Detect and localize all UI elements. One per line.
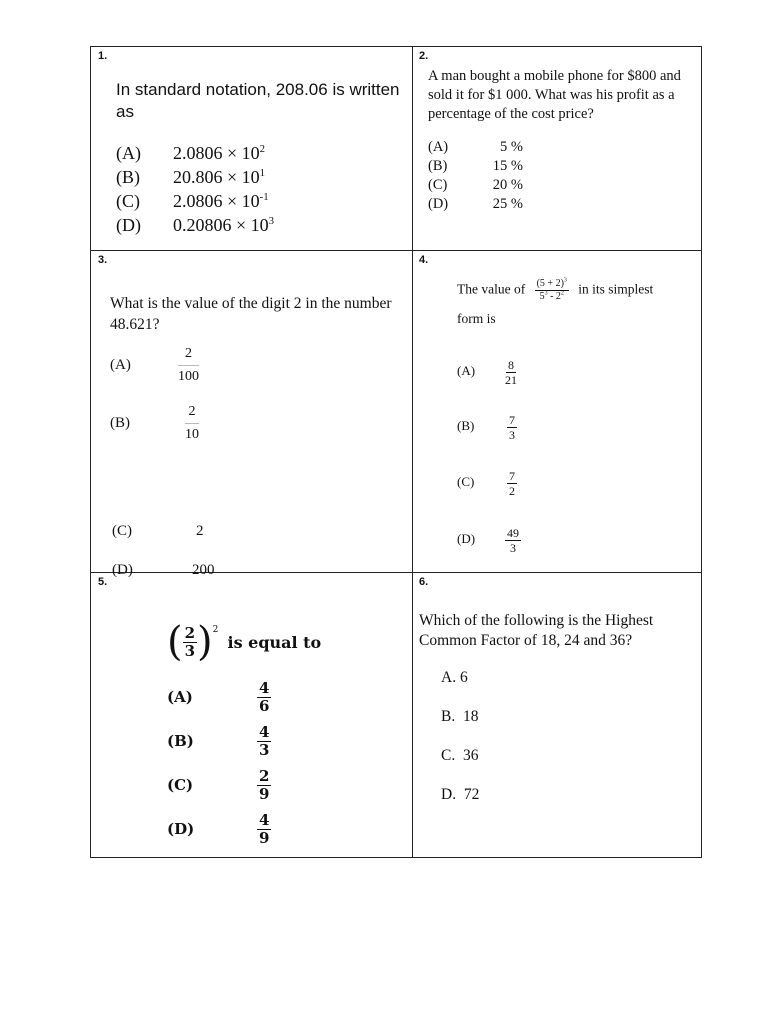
option-c: (C) 20 %: [428, 177, 523, 193]
fraction: $\frac{4}{9}$: [259, 811, 270, 847]
question-number: 6.: [419, 576, 429, 588]
question-stem-line2: form is: [457, 311, 496, 326]
option-a: A. 6: [441, 669, 468, 686]
option-b: (B) 15 %: [428, 158, 523, 174]
fraction: $\frac{7}{2}$: [509, 469, 515, 498]
question-number: 3.: [98, 254, 108, 266]
question-6-cell: [413, 573, 701, 857]
question-4-cell: [413, 251, 701, 572]
option-b: (B) $\frac{2}{10}$: [110, 404, 199, 442]
option-d: (D) 200: [112, 562, 215, 578]
question-number: 1.: [98, 50, 108, 62]
question-1-cell: [91, 47, 412, 250]
fraction: $\frac{4}{3}$: [259, 723, 270, 759]
expression-fraction: $\frac{(5 + 2)^3}{5^3 - 2^2}$: [536, 277, 567, 302]
option-a: (A) 5 %: [428, 139, 523, 155]
question-number: 4.: [419, 254, 429, 266]
option-c: (C) $\frac{7}{2}$: [457, 469, 515, 498]
question-5-cell: [91, 573, 412, 857]
question-stem: Which of the following is the Highest Common Factor of 18, 24 and 36?: [419, 612, 654, 649]
option-a: (A) $\frac{8}{21}$: [457, 358, 517, 387]
option-d: (D) $0.20806 \times 10^3$: [116, 215, 275, 235]
option-c: (C) 2: [112, 523, 204, 539]
option-c: C. 36: [441, 747, 479, 764]
question-number: 5.: [98, 576, 108, 588]
option-d: D. 72: [441, 786, 480, 803]
question-3-cell: [91, 251, 412, 578]
question-stem: What is the value of the digit 2 in the number 48.621?: [110, 295, 392, 333]
option-a: (A) $\frac{4}{6}$: [167, 679, 270, 715]
fraction: $\frac{4}{6}$: [259, 679, 270, 715]
fraction: $\frac{7}{3}$: [509, 413, 515, 442]
option-a: (A) $\frac{2}{100}$: [110, 346, 199, 384]
option-b: (B) $\frac{4}{3}$: [167, 723, 270, 759]
question-stem: In standard notation, 208.06 is written as: [116, 80, 400, 121]
question-stem: The value of $\frac{(5 + 2)^3}{5^3 - 2^2}$ in its simplest: [457, 277, 654, 302]
option-d: (D) $\frac{49}{3}$: [457, 526, 519, 555]
option-a: (A) $2.0806 \times 10^2$: [116, 143, 266, 163]
option-d: (D) $\frac{4}{9}$: [167, 811, 270, 847]
fraction: $\frac{8}{21}$: [505, 358, 517, 387]
fraction: $\frac{2}{9}$: [259, 767, 270, 803]
fraction: $\frac{49}{3}$: [507, 526, 519, 555]
question-stem: A man bought a mobile phone for $800 and sold it for $1 000. What was his profit as a percentage of the cost price?: [428, 68, 681, 122]
question-grid: [90, 46, 702, 858]
option-c: (C) $\frac{2}{9}$: [167, 767, 270, 803]
option-c: (C) $2.0806 \times 10^{-1}$: [116, 191, 269, 211]
question-stem: ( $\frac{2}{3}$ )$^2$ is equal to: [167, 619, 322, 665]
fraction: $\frac{2}{100}$: [178, 346, 199, 384]
option-b: (B) $20.806 \times 10^1$: [116, 167, 266, 187]
question-number: 2.: [419, 50, 429, 62]
option-b: (B) $\frac{7}{3}$: [457, 413, 515, 442]
fraction: $\frac{2}{10}$: [185, 404, 199, 442]
base-fraction: $\frac{2}{3}$: [184, 623, 196, 660]
question-2-cell: [413, 47, 701, 250]
option-b: B. 18: [441, 708, 479, 725]
option-d: (D) 25 %: [428, 196, 523, 212]
